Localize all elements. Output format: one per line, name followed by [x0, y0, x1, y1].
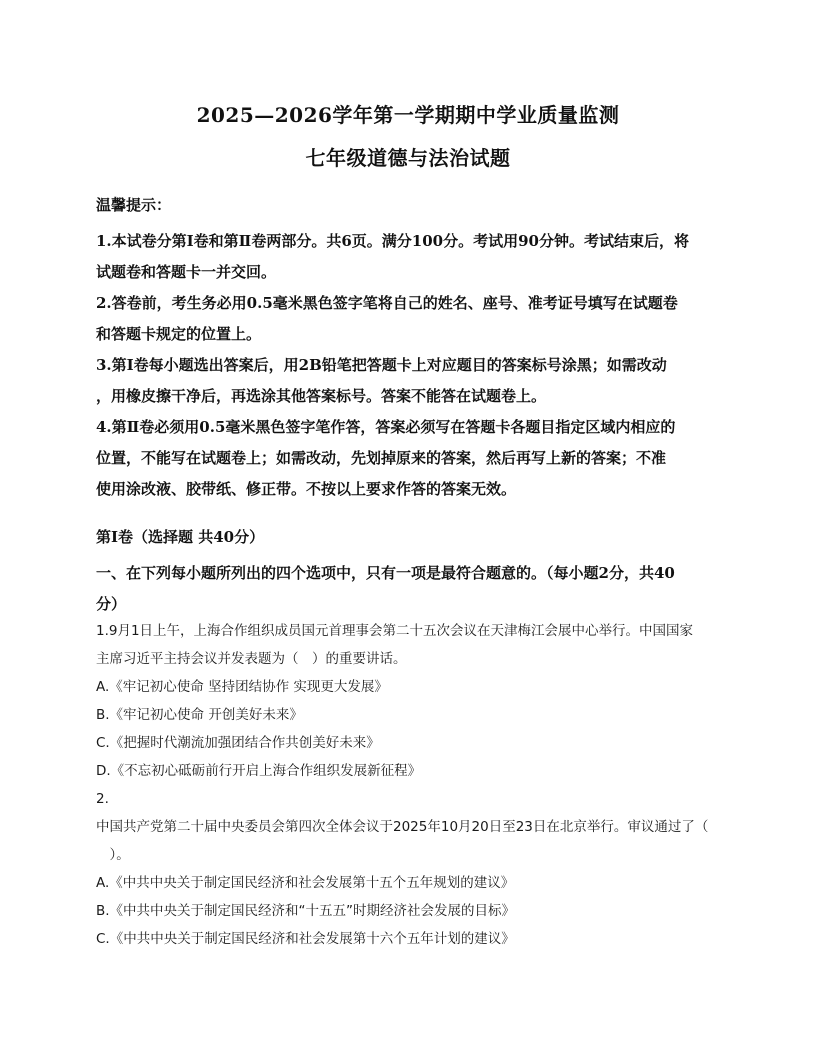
option-c: C.《把握时代潮流加强团结合作共创美好未来》 — [96, 735, 380, 751]
notice-heading: 温馨提示： — [96, 196, 172, 214]
option-a: A.《中共中央关于制定国民经济和社会发展第十五个五年规划的建议》 — [96, 875, 515, 891]
question-1 — [96, 617, 726, 785]
section-title: 第Ⅰ卷（选择题 共40分） — [96, 528, 265, 546]
exam-title: 2025—2026学年第一学期期中学业质量监测 — [196, 103, 620, 127]
option-b: B.《牢记初心使命 开创美好未来》 — [96, 707, 303, 723]
part-line: 一、在下列每小题所列出的四个选项中，只有一项是最符合题意的。（每小题2分，共40 — [96, 564, 675, 582]
notice-line: 2.答卷前，考生务必用0.5毫米黑色签字笔将自己的姓名、座号、准考证号填写在试题卷 — [96, 294, 678, 312]
question-2 — [96, 785, 726, 953]
notice-line: 3.第Ⅰ卷每小题选出答案后，用2B铅笔把答题卡上对应题目的答案标号涂黑；如需改动 — [96, 356, 667, 374]
option-b: B.《中共中央关于制定国民经济和“十五五”时期经济社会发展的目标》 — [96, 903, 516, 919]
notice-line: 使用涂改液、胶带纸、修正带。不按以上要求作答的答案无效。 — [96, 480, 517, 498]
question-stem-line: 主席习近平主持会议并发表题为（ ）的重要讲话。 — [96, 651, 407, 667]
notice-line: 4.第Ⅱ卷必须用0.5毫米黑色签字笔作答，答案必须写在答题卡各题目指定区域内相应的 — [96, 418, 676, 436]
question-list — [96, 617, 726, 953]
part-line: 分） — [96, 595, 127, 613]
notice-body — [96, 226, 726, 505]
notice-line: ，用橡皮擦干净后，再选涂其他答案标号。答案不能答在试题卷上。 — [96, 387, 547, 405]
option-c: C.《中共中央关于制定国民经济和社会发展第十六个五年计划的建议》 — [96, 931, 515, 947]
notice-line: 1.本试卷分第Ⅰ卷和第Ⅱ卷两部分。共6页。满分100分。考试用90分钟。考试结束后，将 — [96, 232, 689, 250]
notice-line: 和答题卡规定的位置上。 — [96, 325, 262, 343]
option-d: D.《不忘初心砥砺前行开启上海合作组织发展新征程》 — [96, 763, 422, 779]
option-a: A.《牢记初心使命 坚持团结协作 实现更大发展》 — [96, 679, 388, 695]
question-stem-line: 中国共产党第二十届中央委员会第四次全体会议于2025年10月20日至23日在北京举行。审议通过了（ — [96, 819, 709, 835]
notice-line: 位置，不能写在试题卷上；如需改动，先划掉原来的答案，然后再写上新的答案；不准 — [96, 449, 667, 467]
notice-line: 试题卷和答题卡一并交回。 — [96, 263, 277, 281]
exam-subtitle: 七年级道德与法治试题 — [305, 146, 511, 170]
question-number: 2. — [96, 791, 109, 807]
question-stem-line: ）。 — [96, 847, 130, 863]
question-stem-line: 1.9月1日上午，上海合作组织成员国元首理事会第二十五次会议在天津梅江会展中心举行。中国国家 — [96, 623, 694, 639]
part-instructions — [96, 558, 726, 620]
